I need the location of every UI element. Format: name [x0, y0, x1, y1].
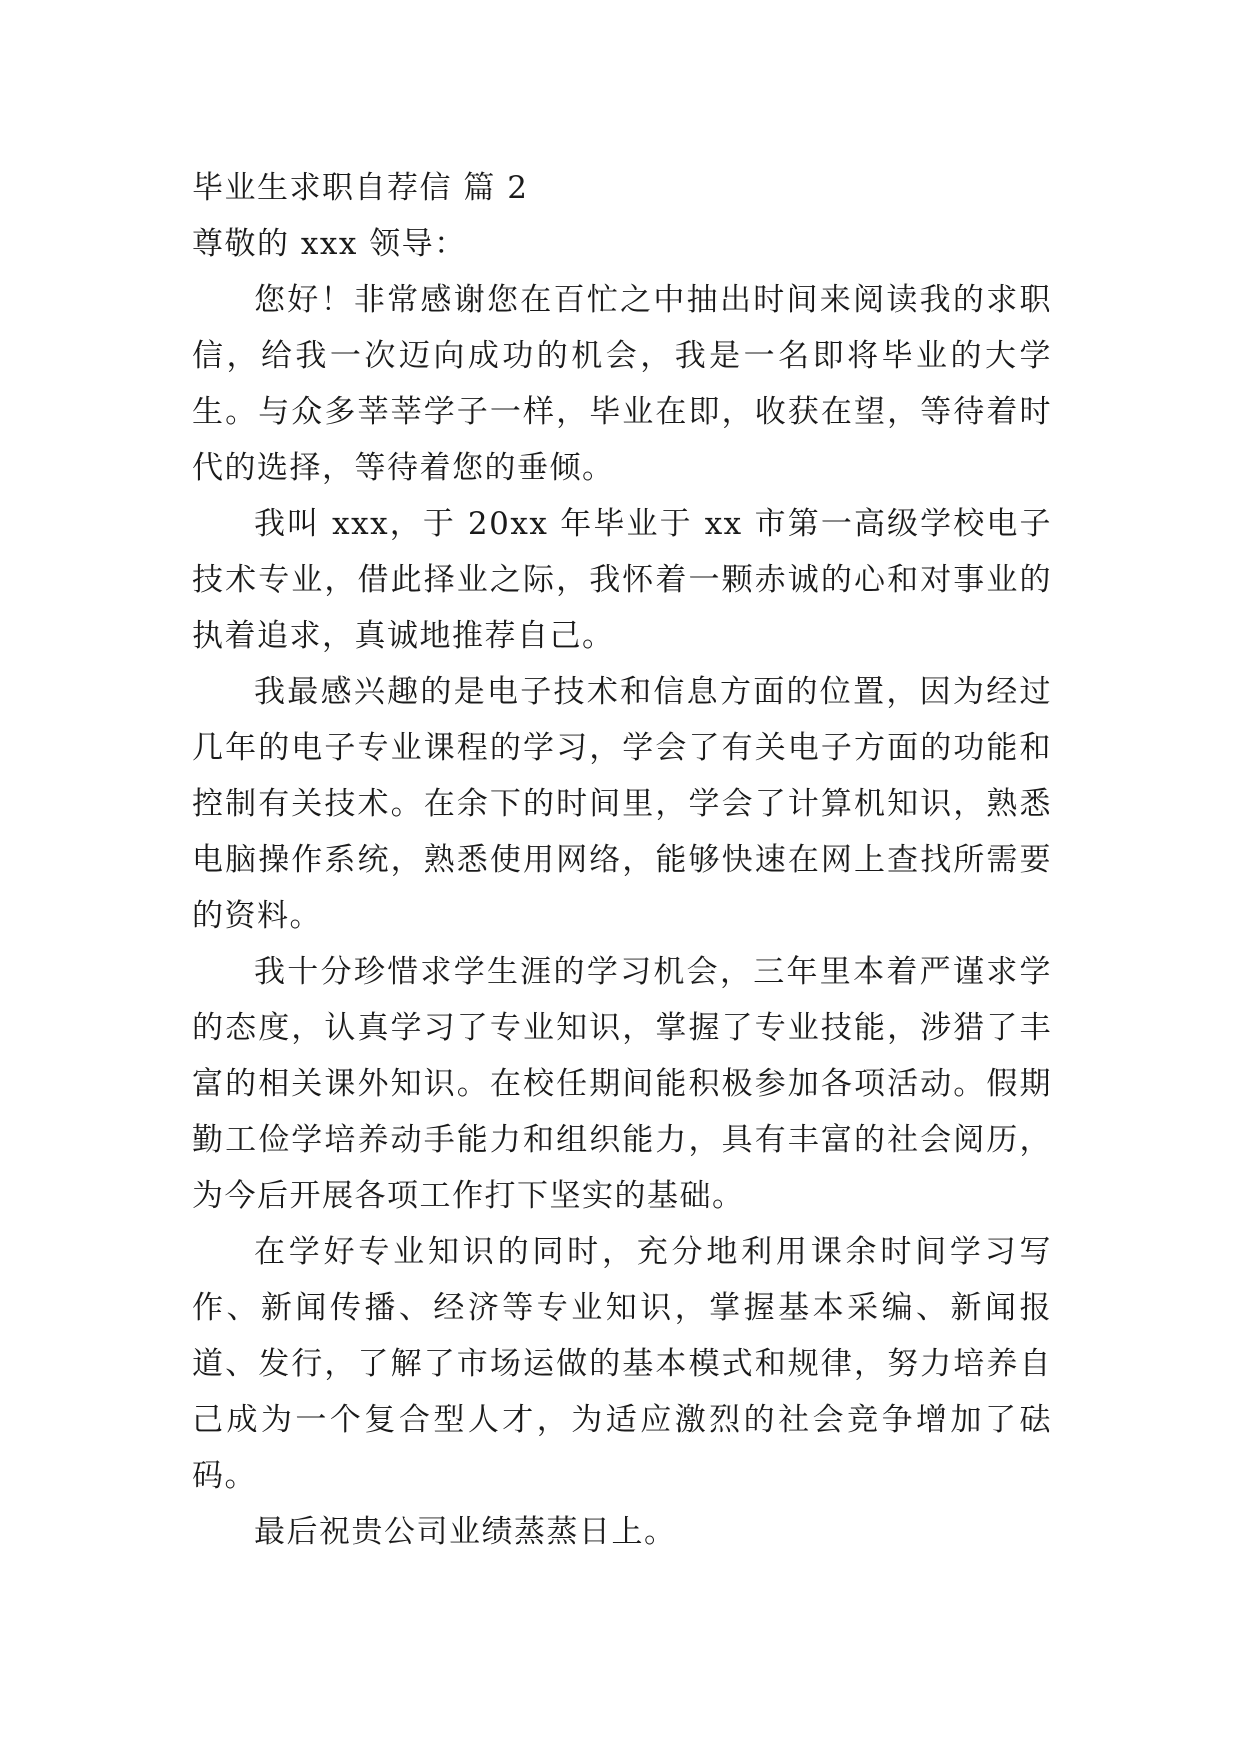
document-body — [192, 160, 1052, 1560]
document-title: 毕业生求职自荐信 篇 2 — [192, 170, 529, 206]
paragraph-intro: 您好！非常感谢您在百忙之中抽出时间来阅读我的求职信，给我一次迈向成功的机会，我是一名即将毕业的大学生。与众多莘莘学子一样，毕业在即，收获在望，等待着时代的选择，等待着您的垂倾。 — [192, 282, 1052, 486]
salutation: 尊敬的 xxx 领导： — [192, 226, 467, 262]
paragraph-study-experience: 我十分珍惜求学生涯的学习机会，三年里本着严谨求学的态度，认真学习了专业知识，掌握了专业技能，涉猎了丰富的相关课外知识。在校任期间能积极参加各项活动。假期勤工俭学培养动手能力和组织能力，具有丰富的社会阅历，为今后开展各项工作打下坚实的基础。 — [192, 954, 1052, 1214]
paragraph-closing: 最后祝贵公司业绩蒸蒸日上。 — [254, 1514, 677, 1550]
paragraph-self-introduction: 我叫 xxx，于 20xx 年毕业于 xx 市第一高级学校电子技术专业，借此择业之际，我怀着一颗赤诚的心和对事业的执着追求，真诚地推荐自己。 — [192, 506, 1052, 654]
paragraph-extra-skills: 在学好专业知识的同时，充分地利用课余时间学习写作、新闻传播、经济等专业知识，掌握基本采编、新闻报道、发行，了解了市场运做的基本模式和规律，努力培养自己成为一个复合型人才，为适应激烈的社会竞争增加了砝码。 — [192, 1234, 1052, 1494]
paragraph-interests: 我最感兴趣的是电子技术和信息方面的位置，因为经过几年的电子专业课程的学习，学会了有关电子方面的功能和控制有关技术。在余下的时间里，学会了计算机知识，熟悉电脑操作系统，熟悉使用网络，能够快速在网上查找所需要的资料。 — [192, 674, 1052, 934]
